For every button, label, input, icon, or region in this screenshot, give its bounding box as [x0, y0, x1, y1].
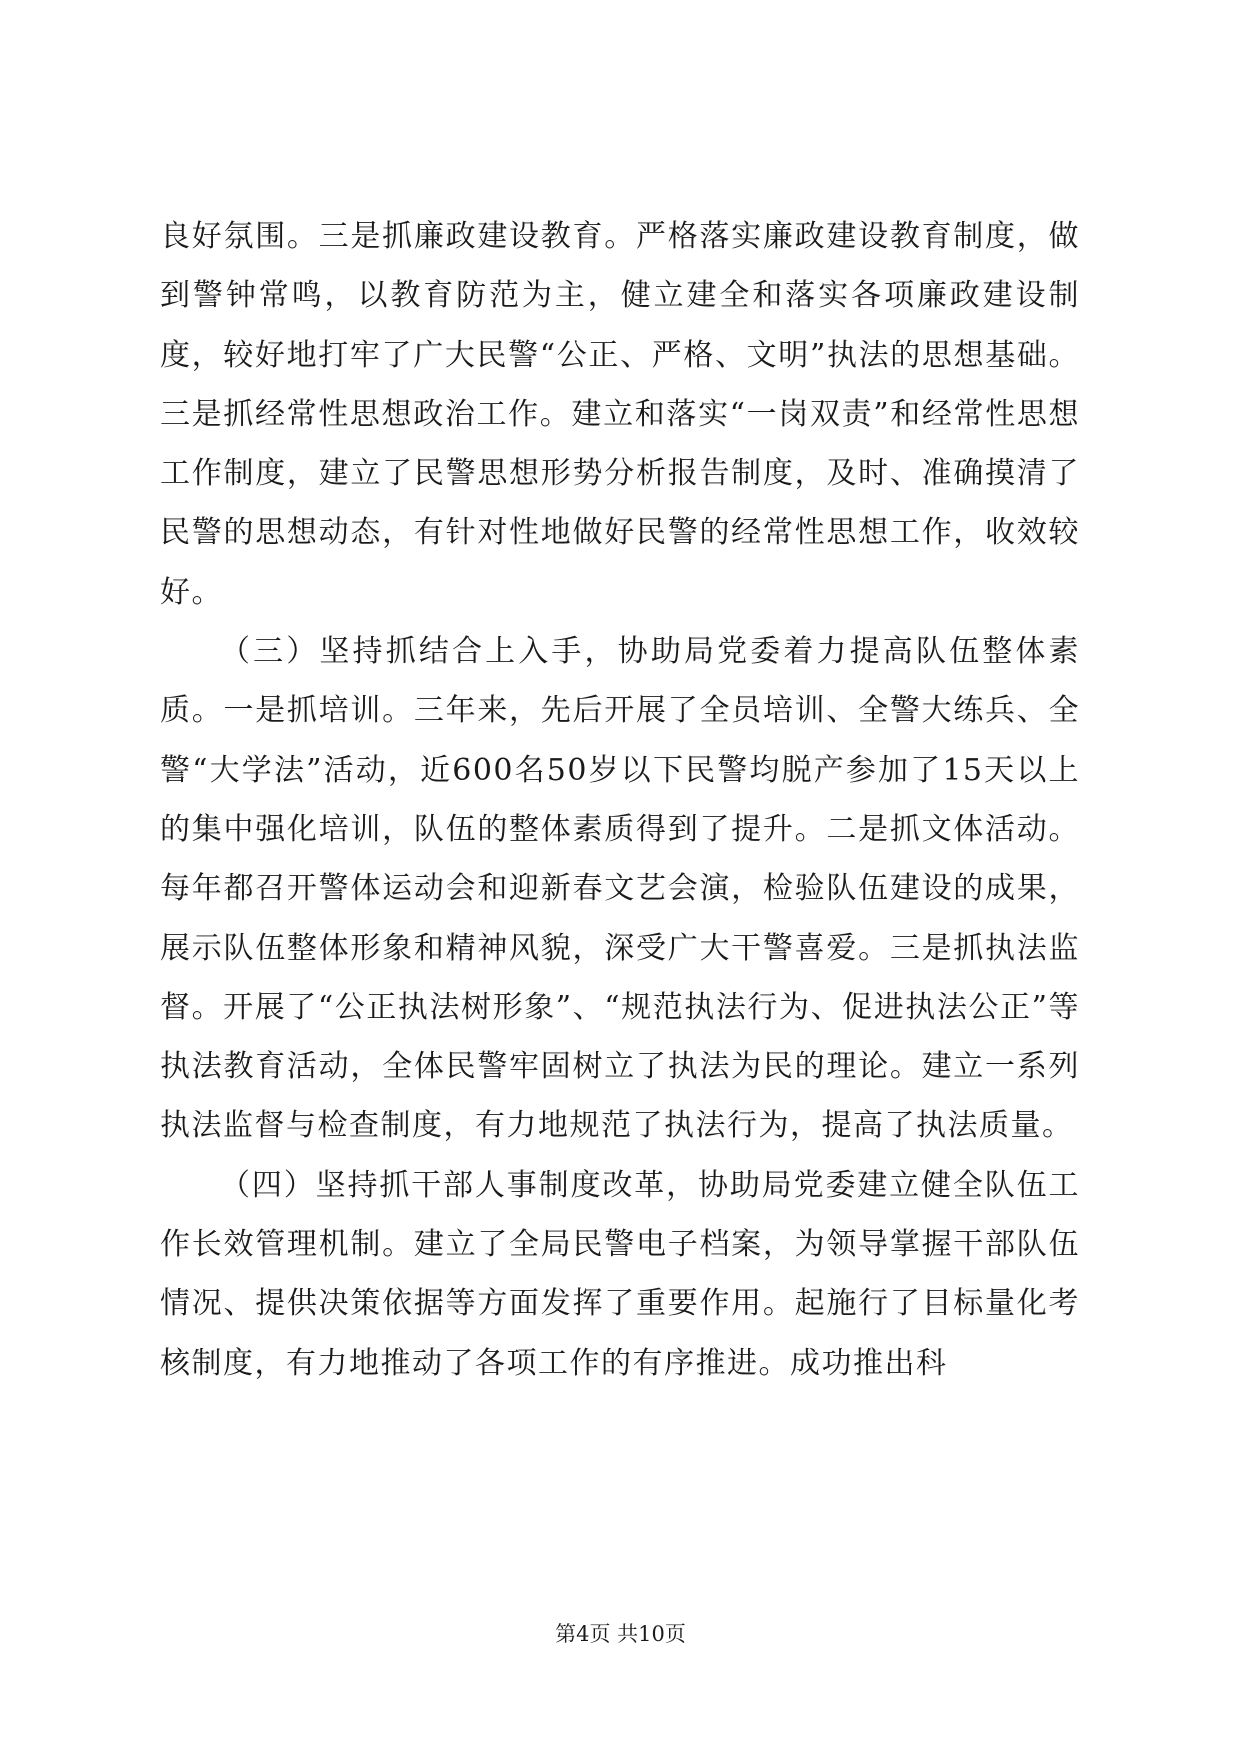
document-body [160, 207, 1080, 1393]
paragraph-2: （三）坚持抓结合上入手，协助局党委着力提高队伍整体素质。一是抓培训。三年来，先后开展了全员培训、全警大练兵、全警“大学法”活动，近600名50岁以下民警均脱产参加了15天以上的集中强化培训，队伍的整体素质得到了提升。二是抓文体活动。每年都召开警体运动会和迎新春文艺会演，检验队伍建设的成果，展示队伍整体形象和精神风貌，深受广大干警喜爱。三是抓执法监督。开展了“公正执法树形象”、“规范执法行为、促进执法公正”等执法教育活动，全体民警牢固树立了执法为民的理论。建立一系列执法监督与检查制度，有力地规范了执法行为，提高了执法质量。 [160, 634, 1080, 1144]
page-number-footer: 第4页 共10页 [555, 1622, 686, 1646]
paragraph-3: （四）坚持抓干部人事制度改革，协助局党委建立健全队伍工作长效管理机制。建立了全局民警电子档案，为领导掌握干部队伍情况、提供决策依据等方面发挥了重要作用。起施行了目标量化考核制度，有力地推动了各项工作的有序推进。成功推出科 [160, 1167, 1080, 1381]
paragraph-1: 良好氛围。三是抓廉政建设教育。严格落实廉政建设教育制度，做到警钟常鸣，以教育防范为主，健立建全和落实各项廉政建设制度，较好地打牢了广大民警“公正、严格、文明”执法的思想基础。三是抓经常性思想政治工作。建立和落实“一岗双责”和经常性思想工作制度，建立了民警思想形势分析报告制度，及时、准确摸清了民警的思想动态，有针对性地做好民警的经常性思想工作，收效较好。 [160, 219, 1080, 610]
